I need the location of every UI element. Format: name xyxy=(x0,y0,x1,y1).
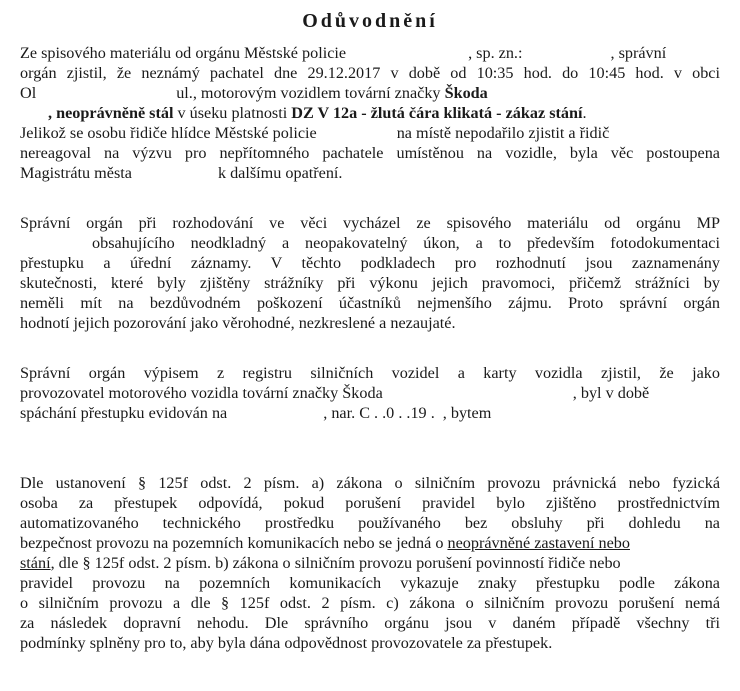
p4-line-3: automatizovaného technického prostředku používaného bez obsluhy při dohledu na xyxy=(20,514,720,532)
p4-line-7: o silničním provozu a dle § 125f odst. 2 písm. c) zákona o silničním provozu porušení nemá xyxy=(20,594,720,612)
p2-line-5: neměli mít na bezdůvodném poškození účastníků nejmenšího zájmu. Proto správní orgán xyxy=(20,294,720,312)
p1-line-2: orgán zjistil, že neznámý pachatel dne 29.12.2017 v době od 10:35 hod. do 10:45 hod. v obci xyxy=(20,64,720,82)
p3-line-2: provozovatel motorového vozidla tovární značky Škoda , byl v době xyxy=(20,384,650,402)
p1-line-4: , neoprávněně stál v úseku platnosti DZ V 12a - žlutá čára klikatá - zákaz stání. xyxy=(48,104,587,122)
p3-line-1: Správní orgán výpisem z registru silničních vozidel a karty vozidla zjistil, že jako xyxy=(20,364,720,382)
p2-line-4: skutečnosti, které byly zjištěny strážníky při výkonu jejich pravomoci, přičemž strážníci by xyxy=(20,274,720,292)
p4-line-9: podmínky splněny pro to, aby byla dána odpovědnost provozovatele za přestupek. xyxy=(20,634,553,652)
p2-line-1: Správní orgán při rozhodování ve věci vycházel ze spisového materiálu od orgánu MP xyxy=(20,214,720,232)
p1-line-5: Jelikož se osobu řidiče hlídce Městské policie na místě nepodařilo zjistit a řidič xyxy=(20,124,610,142)
p1-line-1: Ze spisového materiálu od orgánu Městské policie , sp. zn.: , správní xyxy=(20,44,667,62)
p1-line-7: Magistrátu města k dalšímu opatření. xyxy=(20,164,343,182)
p2-line-3: přestupku a úřední záznamy. V těchto podkladech pro rozhodnutí jsou zaznamenány xyxy=(20,254,720,272)
p2-line-2: obsahujícího neodkladný a neopakovatelný úkon, a to především fotodokumentaci xyxy=(92,234,720,252)
p1-line-6: nereagoval na výzvu pro nepřítomného pachatele umístěnou na vozidle, byla věc postoupena xyxy=(20,144,720,162)
p4-line-6: pravidel provozu na pozemních komunikacích vykazuje znaky přestupku podle zákona xyxy=(20,574,720,592)
p3-line-3: spáchání přestupku evidován na , nar. C . .0 . .19 . , bytem xyxy=(20,404,492,422)
p4-line-4: bezpečnost provozu na pozemních komunikacích nebo se jedná o neoprávněné zastavení nebo xyxy=(20,534,630,552)
p1-line-3: Ol ul., motorovým vozidlem tovární značky Škoda xyxy=(20,84,488,102)
p4-line-5: stání, dle § 125f odst. 2 písm. b) zákona o silničním provozu porušení povinností řidiče nebo xyxy=(20,554,621,572)
p4-line-2: osoba za přestupek odpovídá, pokud porušení pravidel bylo zjištěno prostřednictvím xyxy=(20,494,720,512)
p4-line-1: Dle ustanovení § 125f odst. 2 písm. a) zákona o silničním provozu právnická nebo fyzická xyxy=(20,474,720,492)
p2-line-6: hodnotí jejich pozorování jako věrohodné, nezkreslené a nezaujaté. xyxy=(20,314,456,332)
p4-line-8: za následek dopravní nehodu. Dle správního orgánu jsou v daném případě všechny tři xyxy=(20,614,720,632)
document-title: Odůvodnění xyxy=(302,10,438,32)
